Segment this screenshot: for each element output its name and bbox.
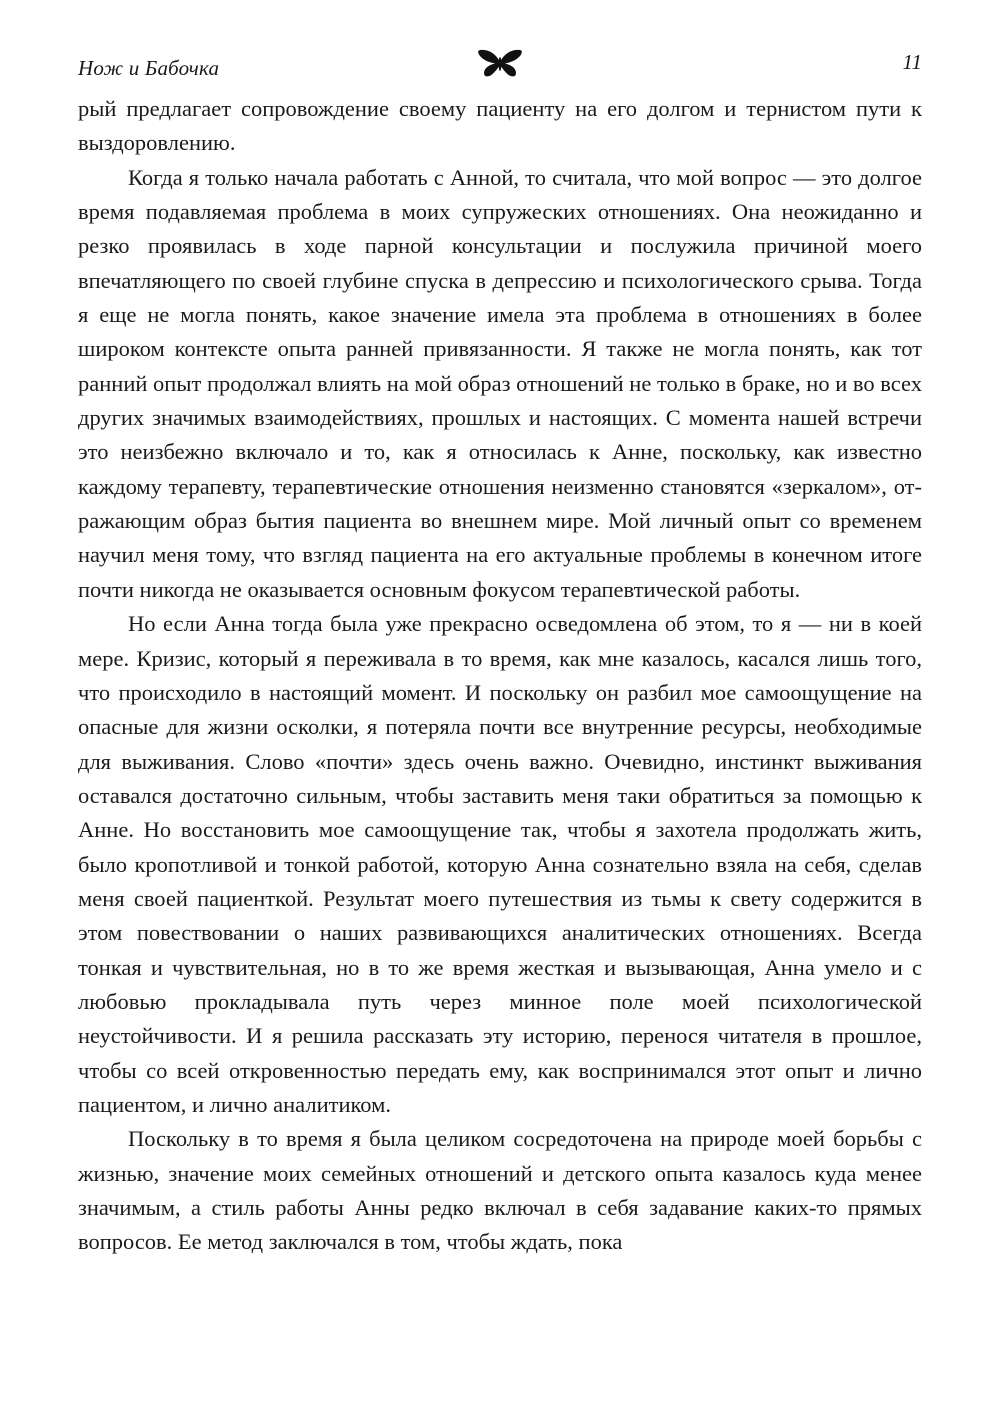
paragraph-3: Но если Анна тогда была уже прекрасно осведомлена об этом, то я — ни в коей мере. Кризис, который я переживала в то время, как мне казалось, касался лишь того, что происходило в настоящий момент. И поскольку он разбил мое самоощущение на опасные для жизни осколки, я потеряла почти все внутренние ресурсы, необходимые для выживания. Слово «почти» здесь очень важно. Очевидно, инстинкт выживания оставался достаточно сильным, чтобы заставить меня таки обратиться за помощью к Анне. Но восстановить мое самоощущение так, чтобы я захотела продолжать жить, было кропотливой и тонкой работой, которую Анна сознательно взяла на себя, сделав меня своей пациенткой. Результат моего путешествия из тьмы к свету содержится в этом повествовании о наших развивающихся аналитических отношениях. Всегда тонкая и чувствительная, но в то же время жесткая и вызывающая, Анна умело и с любовью прокладывала путь через минное поле моей психологической неустойчивости. И я решила рассказать эту историю, перенося читателя в прошлое, чтобы со всей откровенностью передать ему, как воспринимался этот опыт и лично пациентом, и лично аналитиком. bbox=[78, 611, 922, 1117]
paragraph-4: Поскольку в то время я была целиком сосредоточена на природе моей борьбы с жизнью, значение моих семейных отношений и детского опыта казалось куда менее значимым, а стиль работы Анны редко включал в себя задавание каких-то прямых вопросов. Ее метод заключался в том, чтобы ждать, пока bbox=[78, 1126, 922, 1255]
page-header bbox=[78, 48, 922, 88]
body-text bbox=[78, 92, 922, 1260]
page-number: 11 bbox=[902, 50, 922, 74]
paragraph-1: рый предлагает сопровождение своему пациенту на его долгом и тернистом пути к выздоровлению. bbox=[78, 96, 922, 156]
running-title: Нож и Бабочка bbox=[78, 56, 220, 80]
butterfly-icon bbox=[477, 48, 523, 78]
paragraph-2: Когда я только начала работать с Анной, то считала, что мой вопрос — это долгое время подавляемая проблема в моих супружеских отношениях. Она неожиданно и резко проявилась в ходе парной консультации и послужила причиной моего впечатляющего по своей глубине спуска в депрессию и психологического срыва. Тогда я еще не могла понять, какое значение имела эта проблема в отношениях в более широком контексте опыта ранней привязанности. Я также не могла понять, как тот ранний опыт продолжал влиять на мой образ отношений не только в браке, но и во всех других значимых взаимодействиях, прошлых и настоящих. С момента нашей встречи это неизбежно включало и то, как я относилась к Анне, поскольку, как известно каждому терапевту, терапевтические отношения неизменно становятся «зеркалом», отражающим образ бытия пациента во внешнем мире. Мой личный опыт со временем научил меня тому, что взгляд пациента на его актуальные проблемы в конечном итоге почти никогда не оказывается основным фокусом терапевтической работы. bbox=[78, 164, 922, 602]
